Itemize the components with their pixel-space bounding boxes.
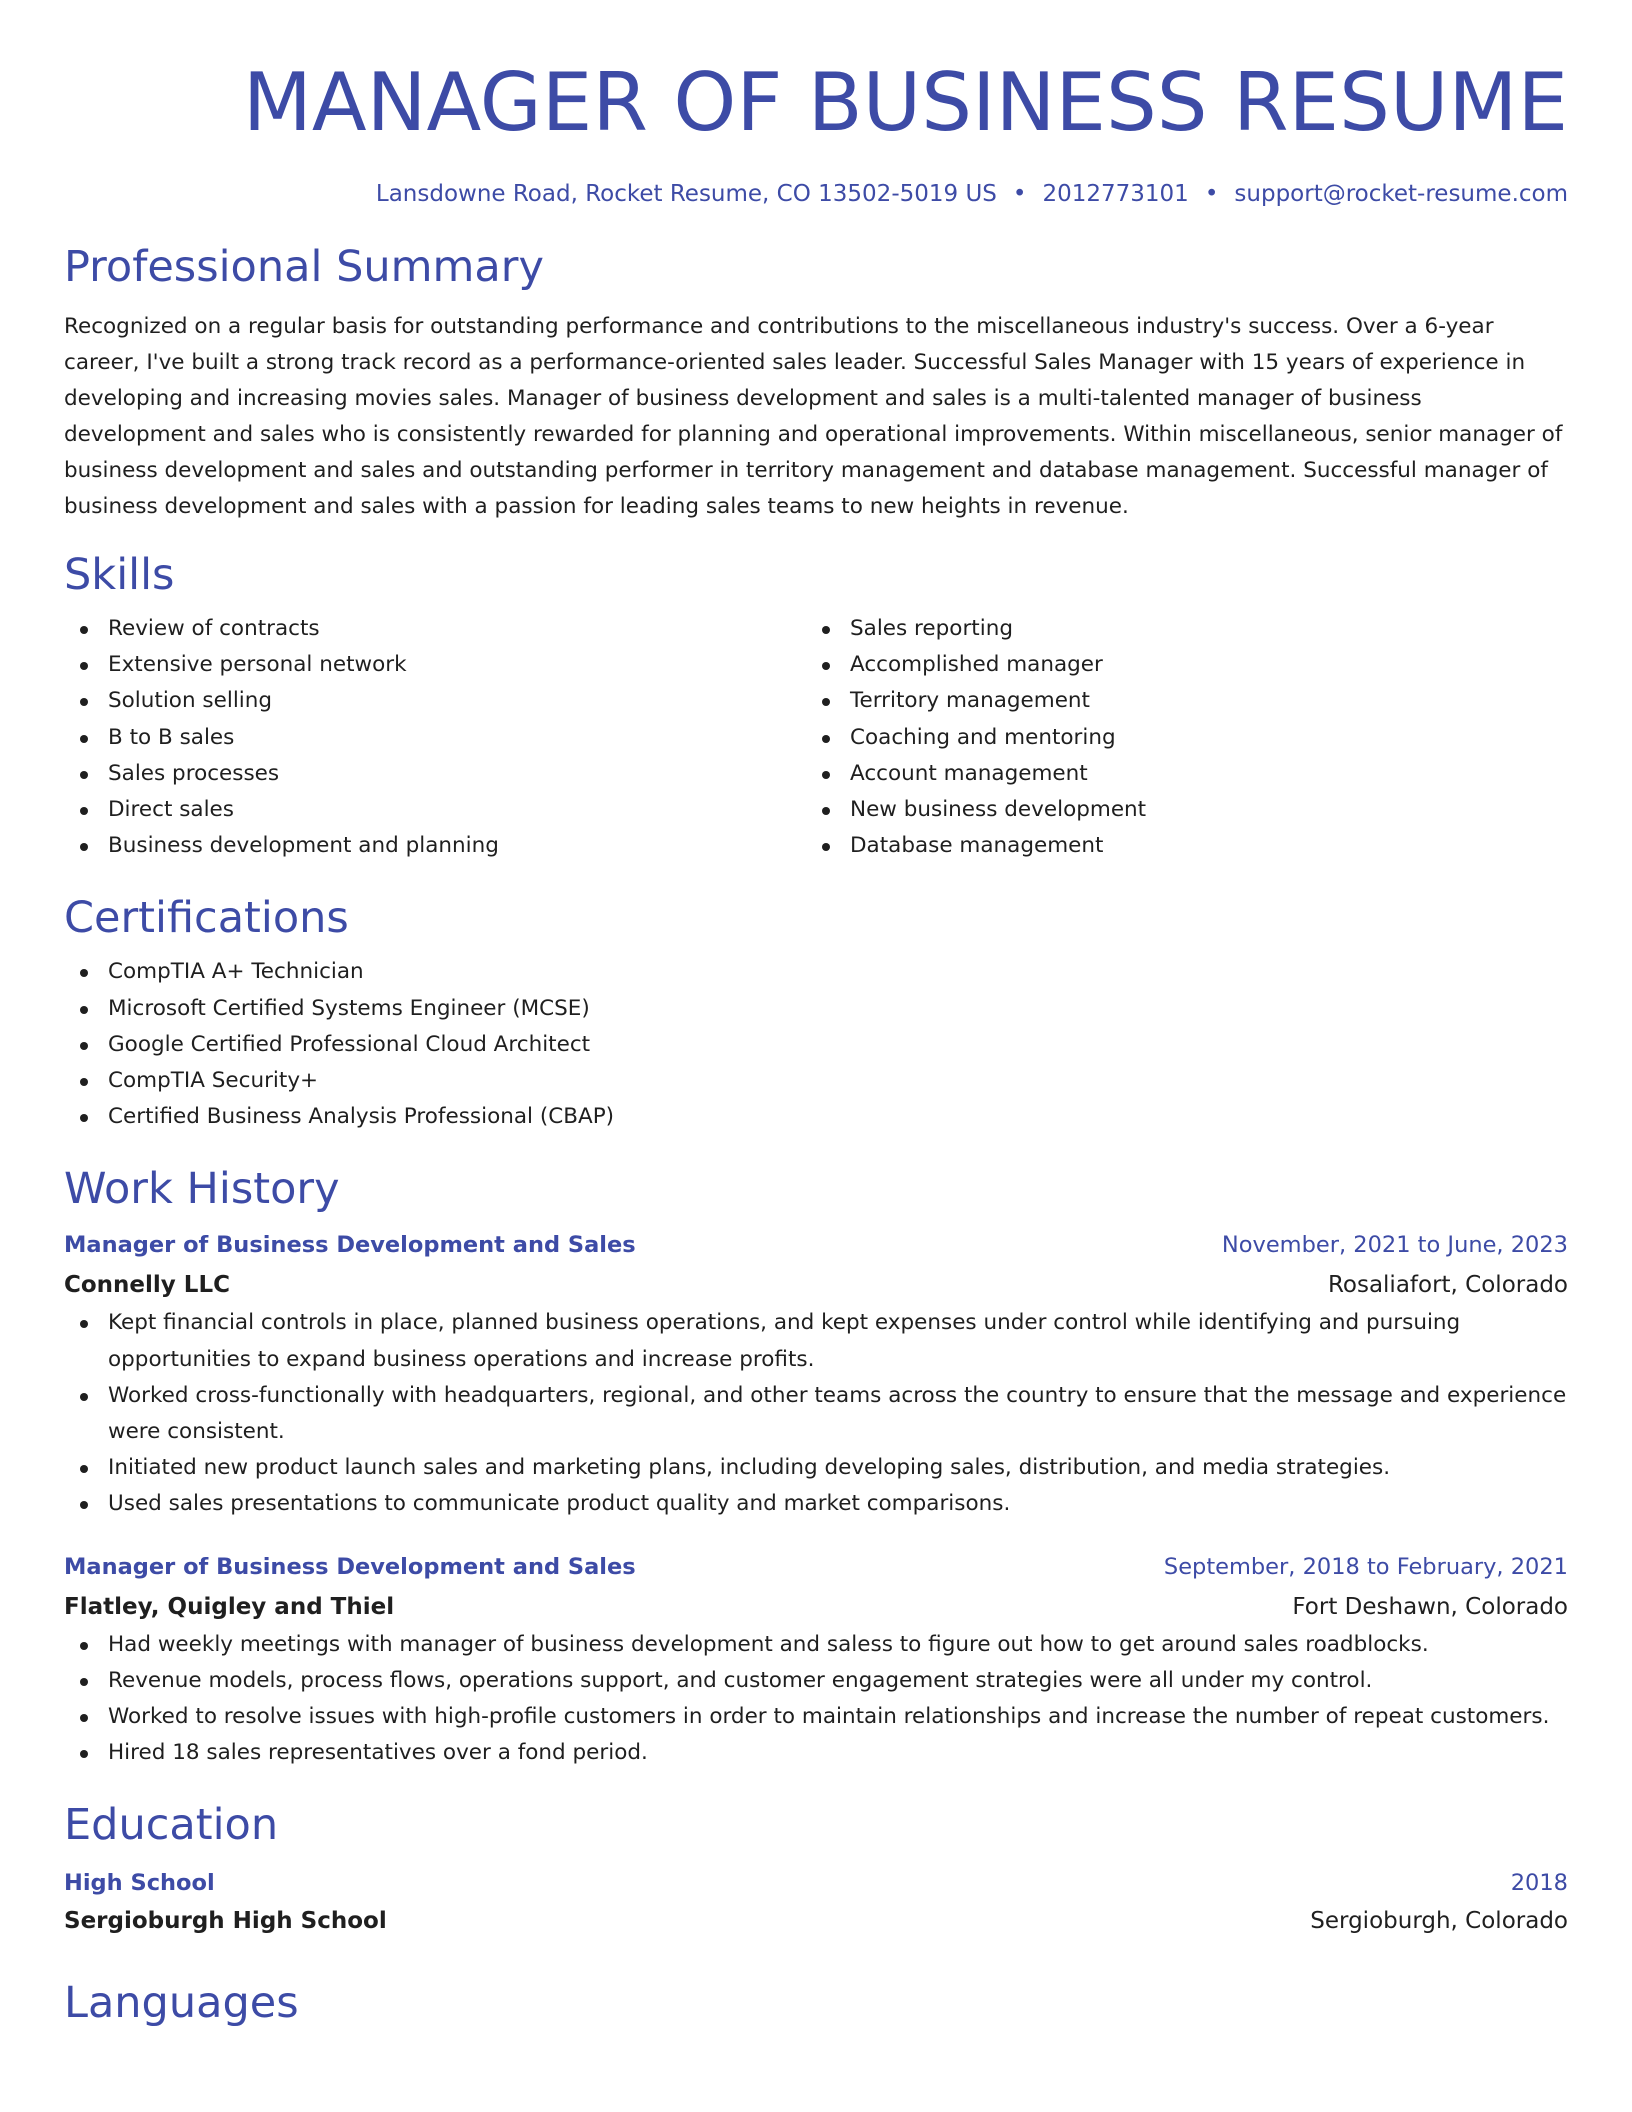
skill-item: Database management <box>806 828 1568 864</box>
skill-item: Direct sales <box>64 792 806 828</box>
skill-item: Accomplished manager <box>806 647 1568 683</box>
job-bullet: Used sales presentations to communicate product quality and market comparisons. <box>64 1486 1568 1522</box>
certification-item: Certified Business Analysis Professional (CBAP) <box>64 1099 1568 1135</box>
skill-item: Account management <box>806 756 1568 792</box>
languages-section <box>64 1975 1568 2031</box>
certification-item: Microsoft Certified Systems Engineer (MCSE) <box>64 991 1568 1027</box>
contact-phone: 2012773101 <box>1042 181 1189 207</box>
job-bullets <box>64 1627 1568 1772</box>
job-company: Flatley, Quigley and Thiel <box>64 1593 395 1620</box>
skill-item: Sales processes <box>64 756 806 792</box>
skills-list-right <box>806 611 1568 864</box>
education-entry <box>64 1863 1568 1941</box>
skill-item: Solution selling <box>64 683 806 719</box>
languages-heading: Languages <box>64 1978 299 2029</box>
contact-email: support@rocket-resume.com <box>1234 181 1568 207</box>
job-entry <box>64 1225 1568 1522</box>
contact-separator: • <box>1012 181 1027 207</box>
job-bullet: Hired 18 sales representatives over a fond period. <box>64 1735 1568 1771</box>
skill-item: Coaching and mentoring <box>806 720 1568 756</box>
skills-section <box>64 547 1568 864</box>
skill-item: Sales reporting <box>806 611 1568 647</box>
job-header-row <box>64 1547 1568 1587</box>
job-bullet: Worked to resolve issues with high-profile customers in order to maintain relationships and increase the number of repeat customers. <box>64 1699 1568 1735</box>
job-bullet: Initiated new product launch sales and marketing plans, including developing sales, distribution, and media strategies. <box>64 1450 1568 1486</box>
education-school-row <box>64 1901 1568 1941</box>
job-dates: September, 2018 to February, 2021 <box>1163 1553 1568 1580</box>
education-heading: Education <box>64 1800 279 1851</box>
education-year: 2018 <box>1510 1870 1568 1897</box>
work-history-section <box>64 1161 1568 1771</box>
job-company-row <box>64 1587 1568 1627</box>
skills-heading: Skills <box>64 550 175 600</box>
job-bullet: Had weekly meetings with manager of business development and saless to figure out how to get around sales roadblocks. <box>64 1627 1568 1663</box>
certifications-heading: Certifications <box>64 893 349 944</box>
job-company-row <box>64 1265 1568 1305</box>
job-location: Rosaliafort, Colorado <box>1327 1272 1568 1299</box>
skill-item: New business development <box>806 792 1568 828</box>
job-entry <box>64 1547 1568 1772</box>
job-company: Connelly LLC <box>64 1272 230 1299</box>
contact-separator: • <box>1204 181 1219 207</box>
skills-list-left <box>64 611 806 864</box>
education-section <box>64 1797 1568 1941</box>
skill-item: Review of contracts <box>64 611 806 647</box>
job-title: Manager of Business Development and Sales <box>64 1232 636 1259</box>
skill-item: B to B sales <box>64 720 806 756</box>
contact-line <box>64 178 1568 210</box>
work-history-heading: Work History <box>64 1164 340 1215</box>
certification-item: Google Certified Professional Cloud Architect <box>64 1027 1568 1063</box>
skill-item: Business development and planning <box>64 828 806 864</box>
skill-item: Extensive personal network <box>64 647 806 683</box>
job-bullet: Kept financial controls in place, planned business operations, and kept expenses under control while identifying and pursuing opportunities to expand business operations and increase profits. <box>64 1305 1568 1377</box>
summary-heading: Professional Summary <box>64 242 544 292</box>
skills-columns <box>64 611 1568 864</box>
certification-item: CompTIA Security+ <box>64 1063 1568 1099</box>
job-location: Fort Deshawn, Colorado <box>1292 1593 1568 1620</box>
education-location: Sergioburgh, Colorado <box>1310 1908 1568 1935</box>
certifications-section <box>64 890 1568 1135</box>
contact-address: Lansdowne Road, Rocket Resume, CO 13502-5019 US <box>375 181 997 207</box>
job-dates: November, 2021 to June, 2023 <box>1221 1232 1568 1259</box>
certifications-list <box>64 954 1568 1135</box>
job-bullet: Revenue models, process flows, operations support, and customer engagement strategies were all under my control. <box>64 1663 1568 1699</box>
certification-item: CompTIA A+ Technician <box>64 954 1568 990</box>
job-bullets <box>64 1305 1568 1522</box>
job-header-row <box>64 1225 1568 1265</box>
skill-item: Territory management <box>806 683 1568 719</box>
education-header-row <box>64 1863 1568 1903</box>
resume-name: MANAGER OF BUSINESS RESUME <box>242 56 1568 149</box>
education-school: Sergioburgh High School <box>64 1908 387 1935</box>
job-title: Manager of Business Development and Sales <box>64 1553 636 1580</box>
summary-text: Recognized on a regular basis for outstanding performance and contributions to the miscellaneous industry's success. Over a 6-year career, I've built a strong track record as a performance-oriented sales leader. Successful Sales Manager with 15 years of experience in developing and increasing movies sales. Manager of business development and sales is a multi-talented manager of business development and sales who is consistently rewarded for planning and operational improvements. Within miscellaneous, senior manager of business development and sales and outstanding performer in territory management and database management. Successful manager of business development and sales with a passion for leading sales teams to new heights in revenue. <box>64 314 1563 519</box>
job-bullet: Worked cross-functionally with headquarters, regional, and other teams across the country to ensure that the message and experience were consistent. <box>64 1378 1568 1450</box>
summary-section <box>64 239 1568 525</box>
education-degree: High School <box>64 1870 215 1897</box>
